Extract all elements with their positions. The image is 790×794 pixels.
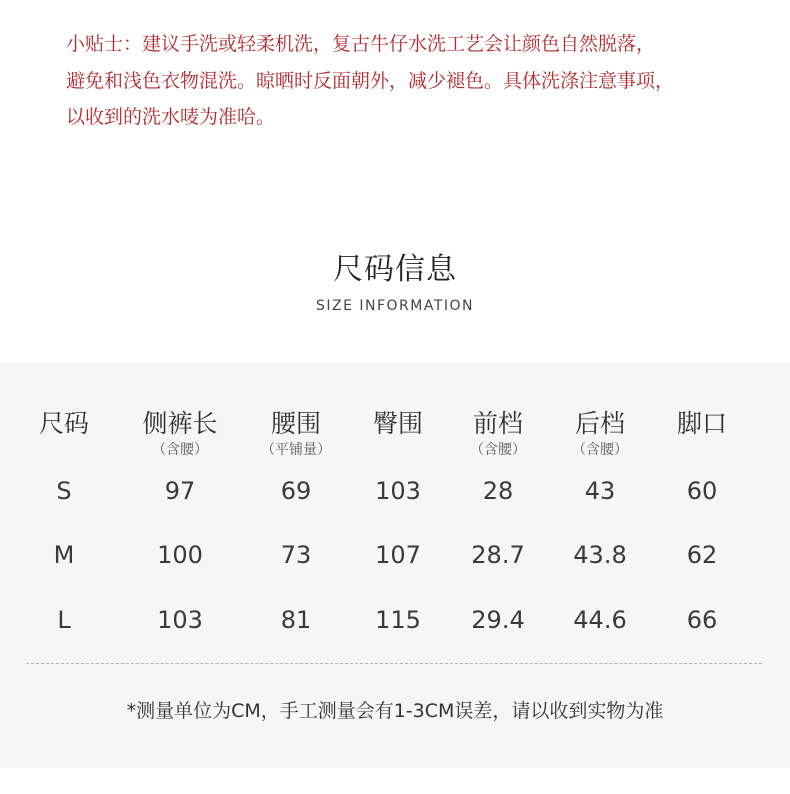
- care-tip-line-3: 以收到的洗水唛为准哈。: [66, 106, 276, 128]
- measurement-cell: 44.6: [573, 606, 627, 634]
- column-header-label: 尺码: [38, 409, 89, 438]
- care-tip-line-1: 小贴士：建议手洗或轻柔机洗，复古牛仔水洗工艺会让颜色自然脱落，: [66, 33, 656, 55]
- size-table-panel: [0, 362, 790, 768]
- column-header: [647, 408, 757, 441]
- size-section-heading: [0, 248, 790, 314]
- column-header: [241, 408, 351, 459]
- column-header-label: 前档: [472, 409, 523, 438]
- measurement-cell: 73: [280, 541, 312, 569]
- measurement-cell: 29.4: [471, 606, 525, 634]
- measurement-cell: 97: [164, 477, 196, 505]
- measurement-cell: 115: [375, 606, 421, 634]
- column-header: [443, 408, 553, 459]
- measurement-cell: 43: [584, 477, 616, 505]
- size-label-cell: L: [57, 606, 71, 634]
- size-label-cell: M: [53, 541, 75, 569]
- column-header-label: 脚口: [676, 409, 727, 438]
- measurement-cell: 60: [686, 477, 718, 505]
- measurement-cell: 62: [686, 541, 718, 569]
- dashed-divider: [26, 663, 762, 664]
- measurement-cell: 69: [280, 477, 312, 505]
- measurement-cell: 100: [157, 541, 203, 569]
- section-title: 尺码信息: [333, 252, 457, 287]
- measurement-cell: 66: [686, 606, 718, 634]
- column-header-sublabel: （含腰）: [572, 442, 628, 458]
- column-header-sublabel: （含腰）: [470, 442, 526, 458]
- measurement-cell: 81: [280, 606, 312, 634]
- column-header-label: 侧裤长: [142, 409, 218, 438]
- care-tip-line-2: 避免和浅色衣物混洗。晾晒时反面朝外，减少褪色。具体洗涤注意事项，: [66, 69, 675, 92]
- column-header-label: 后档: [574, 409, 625, 438]
- measurement-cell: 103: [375, 477, 421, 505]
- size-label-cell: S: [56, 477, 72, 505]
- measurement-note: *测量单位为CM，手工测量会有1-3CM误差，请以收到实物为准: [126, 700, 664, 722]
- section-subtitle: SIZE INFORMATION: [315, 298, 475, 314]
- column-header: [9, 408, 119, 441]
- care-tip: [66, 26, 756, 136]
- column-header: [343, 408, 453, 441]
- column-header: [125, 408, 235, 459]
- column-header-sublabel: （含腰）: [152, 442, 208, 458]
- column-header: [545, 408, 655, 459]
- measurement-cell: 107: [375, 541, 421, 569]
- column-header-sublabel: （平铺量）: [261, 442, 331, 458]
- column-header-label: 臀围: [372, 409, 423, 438]
- measurement-cell: 43.8: [573, 541, 627, 569]
- measurement-cell: 28.7: [471, 541, 525, 569]
- measurement-cell: 103: [157, 606, 203, 634]
- column-header-label: 腰围: [270, 409, 321, 438]
- measurement-cell: 28: [482, 477, 514, 505]
